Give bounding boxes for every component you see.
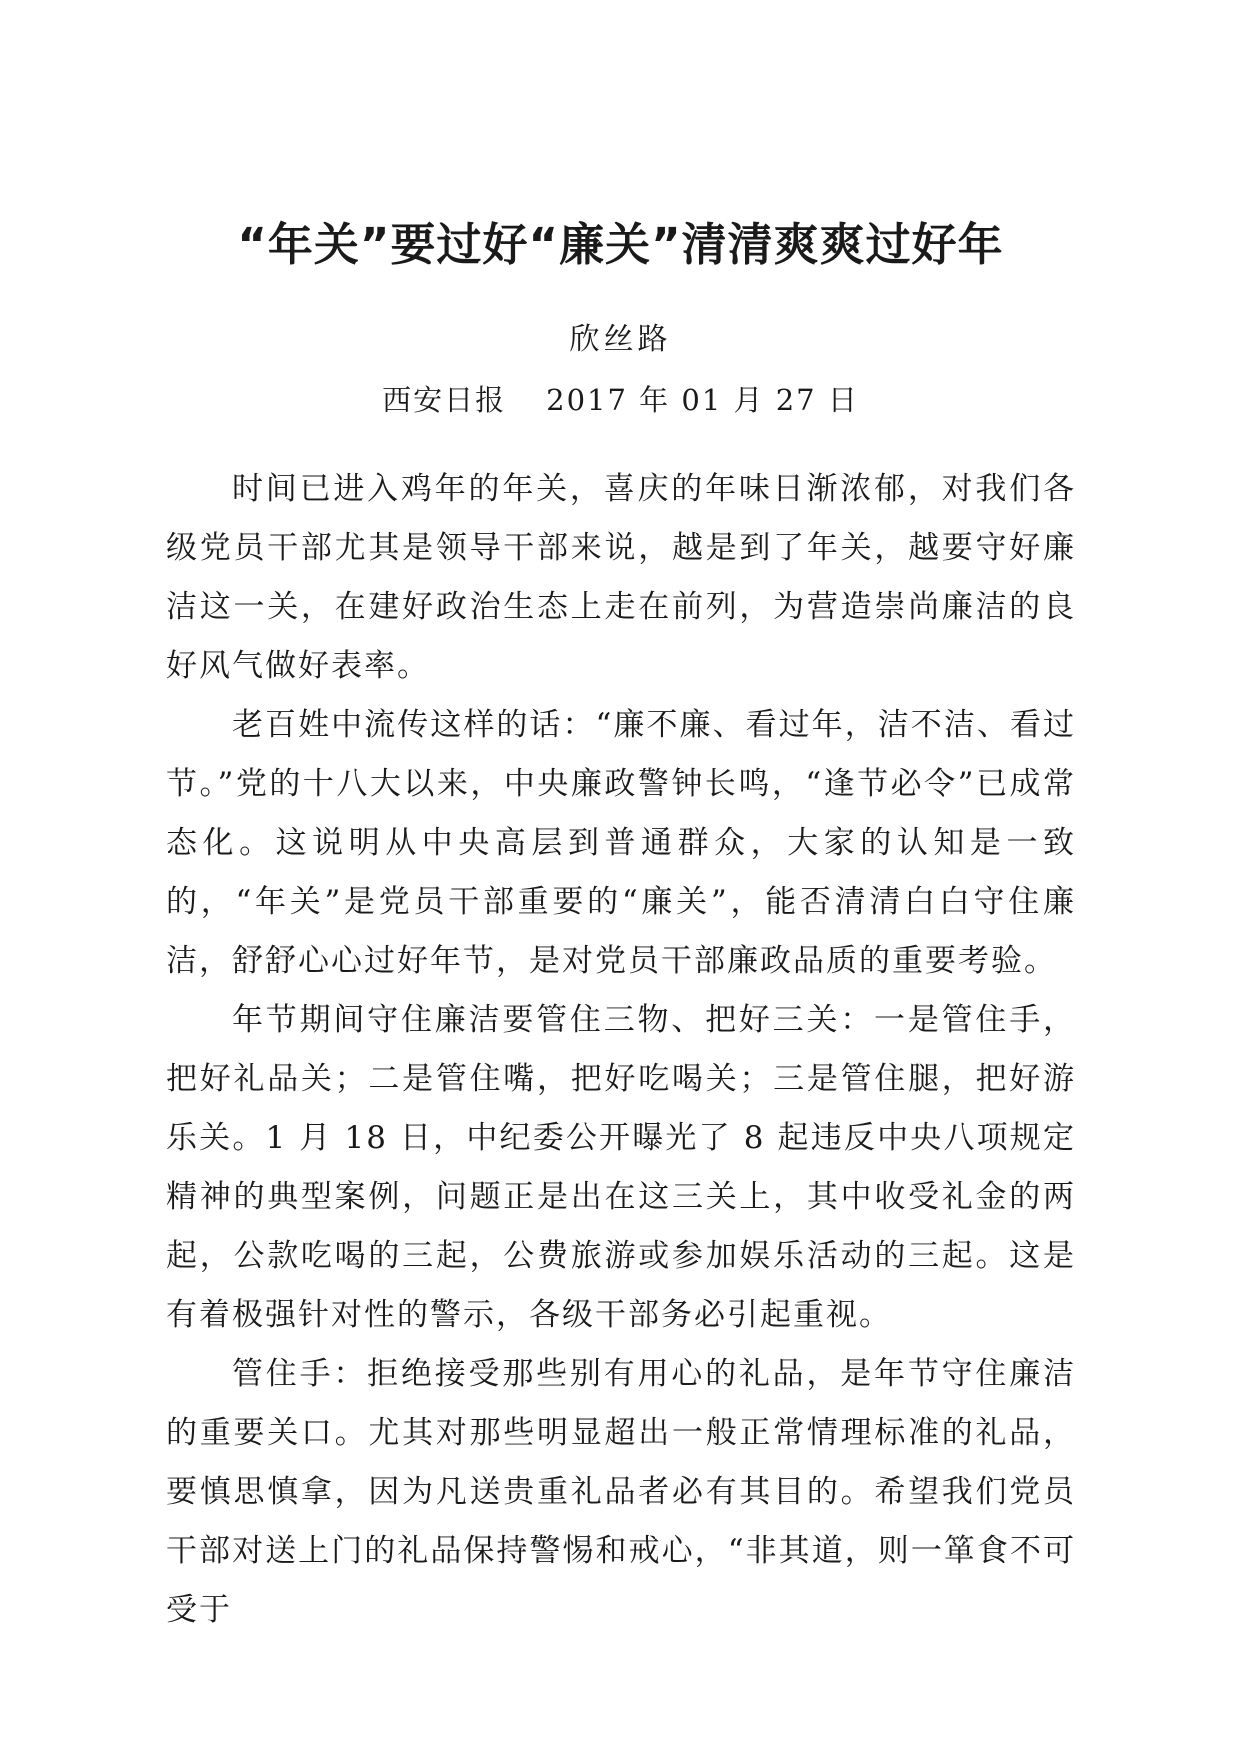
article-author: 欣丝路 xyxy=(569,322,672,357)
publication-date: 2017 年 01 月 27 日 xyxy=(546,383,859,417)
paragraph: 管住手：拒绝接受那些别有用心的礼品，是年节守住廉洁的重要关口。尤其对那些明显超出一般正常情理标准的礼品，要慎思慎拿，因为凡送贵重礼品者必有其目的。希望我们党员干部对送上门的礼品保持警惕和戒心，“非其道，则一箪食不可受于 xyxy=(166,1356,1076,1628)
paragraph: 老百姓中流传这样的话：“廉不廉、看过年，洁不洁、看过节。”党的十八大以来，中央廉政警钟长鸣，“逢节必令”已成常态化。这说明从中央高层到普通群众，大家的认知是一致的，“年关”是党员干部重要的“廉关”，能否清清白白守住廉洁，舒舒心心过好年节，是对党员干部廉政品质的重要考验。 xyxy=(166,707,1076,979)
article-body xyxy=(166,460,1076,1640)
paragraph: 年节期间守住廉洁要管住三物、把好三关：一是管住手，把好礼品关；二是管住嘴，把好吃喝关；三是管住腿，把好游乐关。1 月 18 日，中纪委公开曝光了 8 起违反中央八项规定精神的典型案例，问题正是出在这三关上，其中收受礼金的两起，公款吃喝的三起，公费旅游或参加娱乐活动的三起。这是有着极强针对性的警示，各级干部务必引起重视。 xyxy=(166,1002,1076,1333)
publication-name: 西安日报 xyxy=(382,383,507,417)
paragraph: 时间已进入鸡年的年关，喜庆的年味日渐浓郁，对我们各级党员干部尤其是领导干部来说，越是到了年关，越要守好廉洁这一关，在建好政治生态上走在前列，为营造崇尚廉洁的良好风气做好表率。 xyxy=(166,471,1076,684)
article-title: “年关”要过好“廉关”清清爽爽过好年 xyxy=(237,218,1004,271)
article-source xyxy=(0,380,1241,420)
